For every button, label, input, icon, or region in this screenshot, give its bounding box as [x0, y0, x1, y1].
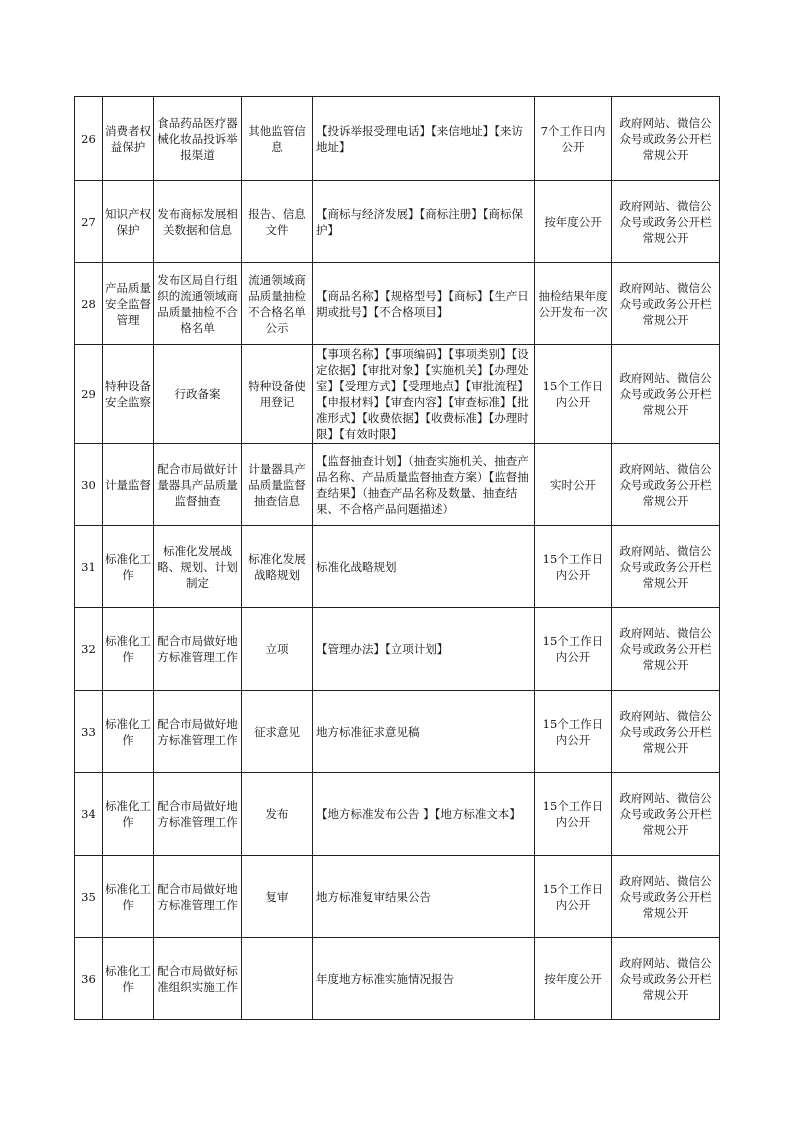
table-row	[75, 97, 720, 181]
content-cell: 【监督抽查计划】（抽查实施机关、抽查产品名称、产品质量监督抽查方案）【监督抽查结果】（抽查产品名称及数量、抽查结果、不合格产品问题描述）	[313, 444, 535, 526]
table-row	[75, 773, 720, 856]
item-cell: 配合市局做好地方标准管理工作	[154, 773, 242, 856]
table-row	[75, 181, 720, 263]
time-limit-cell: 按年度公开	[535, 938, 612, 1020]
item-cell: 发布商标发展相关数据和信息	[154, 181, 242, 263]
category-cell: 计量监督	[103, 444, 154, 526]
disclosure-table	[74, 96, 720, 1020]
content-cell: 年度地方标准实施情况报告	[313, 938, 535, 1020]
disclosure-method-cell: 政府网站、微信公众号或政务公开栏常规公开	[612, 773, 720, 856]
row-number-cell: 26	[75, 97, 103, 181]
sub-item-cell: 特种设备使用登记	[242, 345, 313, 444]
sub-item-cell: 流通领域商品质量抽检不合格名单公示	[242, 263, 313, 345]
category-cell: 产品质量安全监督管理	[103, 263, 154, 345]
row-number-cell: 34	[75, 773, 103, 856]
item-cell: 发布区局自行组织的流通领域商品质量抽检不合格名单	[154, 263, 242, 345]
content-cell: 地方标准复审结果公告	[313, 856, 535, 938]
disclosure-method-cell: 政府网站、微信公众号或政务公开栏常规公开	[612, 345, 720, 444]
sub-item-cell: 发布	[242, 773, 313, 856]
table-row	[75, 938, 720, 1020]
sub-item-cell: 报告、信息文件	[242, 181, 313, 263]
table-row	[75, 526, 720, 608]
category-cell: 标准化工作	[103, 608, 154, 691]
category-cell: 标准化工作	[103, 938, 154, 1020]
disclosure-method-cell: 政府网站、微信公众号或政务公开栏常规公开	[612, 608, 720, 691]
row-number-cell: 28	[75, 263, 103, 345]
content-cell: 【管理办法】【立项计划】	[313, 608, 535, 691]
time-limit-cell: 抽检结果年度公开发布一次	[535, 263, 612, 345]
sub-item-cell: 计量器具产品质量监督抽查信息	[242, 444, 313, 526]
row-number-cell: 33	[75, 691, 103, 773]
content-cell: 【商品名称】【规格型号】【商标】【生产日期或批号】【不合格项目】	[313, 263, 535, 345]
table-row	[75, 691, 720, 773]
time-limit-cell: 15个工作日内公开	[535, 773, 612, 856]
disclosure-method-cell: 政府网站、微信公众号或政务公开栏常规公开	[612, 97, 720, 181]
table-row	[75, 345, 720, 444]
row-number-cell: 35	[75, 856, 103, 938]
row-number-cell: 27	[75, 181, 103, 263]
category-cell: 标准化工作	[103, 526, 154, 608]
item-cell: 配合市局做好地方标准管理工作	[154, 856, 242, 938]
time-limit-cell: 按年度公开	[535, 181, 612, 263]
item-cell: 标准化发展战略、规划、计划制定	[154, 526, 242, 608]
time-limit-cell: 15个工作日内公开	[535, 691, 612, 773]
disclosure-method-cell: 政府网站、微信公众号或政务公开栏常规公开	[612, 181, 720, 263]
sub-item-cell: 立项	[242, 608, 313, 691]
table-row	[75, 263, 720, 345]
content-cell: 【地方标准发布公告 】【地方标准文本】	[313, 773, 535, 856]
row-number-cell: 30	[75, 444, 103, 526]
time-limit-cell: 实时公开	[535, 444, 612, 526]
category-cell: 标准化工作	[103, 691, 154, 773]
time-limit-cell: 15个工作日内公开	[535, 526, 612, 608]
table-row	[75, 608, 720, 691]
table-row	[75, 856, 720, 938]
sub-item-cell: 征求意见	[242, 691, 313, 773]
sub-item-cell	[242, 938, 313, 1020]
row-number-cell: 32	[75, 608, 103, 691]
disclosure-method-cell: 政府网站、微信公众号或政务公开栏常规公开	[612, 526, 720, 608]
item-cell: 配合市局做好地方标准管理工作	[154, 608, 242, 691]
category-cell: 知识产权保护	[103, 181, 154, 263]
sub-item-cell: 其他监管信息	[242, 97, 313, 181]
table-row	[75, 444, 720, 526]
item-cell: 配合市局做好标准组织实施工作	[154, 938, 242, 1020]
category-cell: 特种设备安全监察	[103, 345, 154, 444]
disclosure-method-cell: 政府网站、微信公众号或政务公开栏常规公开	[612, 444, 720, 526]
content-cell: 【投诉举报受理电话】【来信地址】【来访地址】	[313, 97, 535, 181]
item-cell: 行政备案	[154, 345, 242, 444]
item-cell: 食品药品医疗器械化妆品投诉举报渠道	[154, 97, 242, 181]
row-number-cell: 31	[75, 526, 103, 608]
sub-item-cell: 复审	[242, 856, 313, 938]
category-cell: 消费者权益保护	[103, 97, 154, 181]
category-cell: 标准化工作	[103, 773, 154, 856]
row-number-cell: 36	[75, 938, 103, 1020]
time-limit-cell: 7个工作日内公开	[535, 97, 612, 181]
disclosure-method-cell: 政府网站、微信公众号或政务公开栏常规公开	[612, 938, 720, 1020]
time-limit-cell: 15个工作日内公开	[535, 608, 612, 691]
disclosure-method-cell: 政府网站、微信公众号或政务公开栏常规公开	[612, 263, 720, 345]
content-cell: 标准化战略规划	[313, 526, 535, 608]
content-cell: 【商标与经济发展】【商标注册】【商标保护】	[313, 181, 535, 263]
content-cell: 地方标准征求意见稿	[313, 691, 535, 773]
item-cell: 配合市局做好计量器具产品质量监督抽查	[154, 444, 242, 526]
item-cell: 配合市局做好地方标准管理工作	[154, 691, 242, 773]
disclosure-method-cell: 政府网站、微信公众号或政务公开栏常规公开	[612, 856, 720, 938]
content-cell: 【事项名称】【事项编码】【事项类别】【设定依据】【审批对象】【实施机关】【办理处室】【受理方式】【受理地点】【审批流程】【申报材料】【审查内容】【审查标准】【批准形式】【收费依据】【收费标准】【办理时限】【有效时限】	[313, 345, 535, 444]
sub-item-cell: 标准化发展战略规划	[242, 526, 313, 608]
time-limit-cell: 15个工作日内公开	[535, 856, 612, 938]
time-limit-cell: 15个工作日内公开	[535, 345, 612, 444]
category-cell: 标准化工作	[103, 856, 154, 938]
row-number-cell: 29	[75, 345, 103, 444]
disclosure-method-cell: 政府网站、微信公众号或政务公开栏常规公开	[612, 691, 720, 773]
